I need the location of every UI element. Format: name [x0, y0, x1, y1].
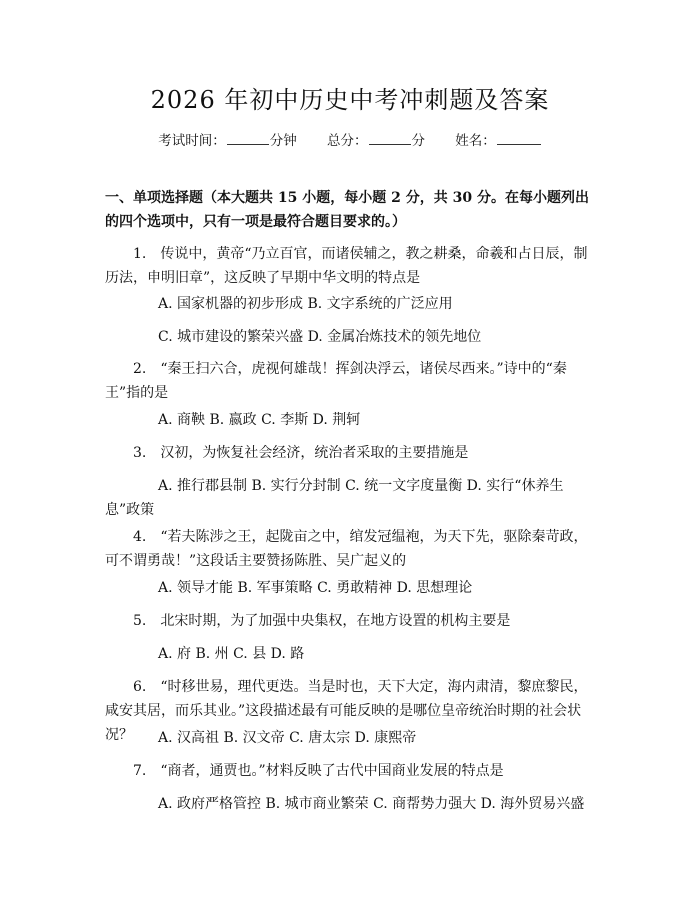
exam-time-blank	[227, 131, 269, 145]
total-score-blank	[369, 131, 411, 145]
page-title: 2026 年初中历史中考冲刺题及答案	[150, 86, 550, 114]
question-1-stem: 1. 传说中，黄帝“乃立百官，而诸侯辅之，教之耕桑，命羲和占日辰，制历法，申明旧章”，这反映了早期中华文明的特点是	[105, 246, 588, 286]
question-3-options-line-2: 息”政策	[105, 502, 155, 518]
exam-time-unit: 分钟	[269, 133, 297, 149]
name-field	[455, 133, 542, 149]
question-1-options-line-1: A. 国家机器的初步形成 B. 文字系统的广泛应用	[158, 296, 453, 312]
question-2-options: A. 商鞅 B. 嬴政 C. 李斯 D. 荆轲	[158, 412, 361, 428]
total-score-label: 总分：	[327, 133, 368, 149]
question-6-stem: 6. “时移世易，理代更迭。当是时也，天下大定，海内肃清，黎庶黎民，咸安其居，而乐其业。”这段描述最有可能反映的是哪位皇帝统治时期的社会状况？	[105, 679, 588, 743]
question-6-options: A. 汉高祖 B. 汉文帝 C. 唐太宗 D. 康熙帝	[158, 730, 417, 746]
total-score-unit: 分	[411, 133, 425, 149]
question-4-options: A. 领导才能 B. 军事策略 C. 勇敢精神 D. 思想理论	[158, 580, 473, 596]
total-score-field	[327, 133, 425, 149]
question-7-options: A. 政府严格管控 B. 城市商业繁荣 C. 商帮势力强大 D. 海外贸易兴盛	[158, 796, 585, 812]
question-3-stem: 3. 汉初，为恢复社会经济，统治者采取的主要措施是	[133, 445, 469, 461]
question-1-options-line-2: C. 城市建设的繁荣兴盛 D. 金属冶炼技术的领先地位	[158, 329, 482, 345]
question-5-options: A. 府 B. 州 C. 县 D. 路	[158, 646, 305, 662]
exam-time-field	[158, 133, 297, 149]
exam-meta-line	[0, 131, 700, 151]
name-label: 姓名：	[455, 133, 496, 149]
question-2-stem: 2. “秦王扫六合，虎视何雄哉！挥剑决浮云，诸侯尽西来。”诗中的“秦王”指的是	[105, 361, 567, 401]
exam-time-label: 考试时间：	[158, 133, 226, 149]
question-7-stem: 7. “商者，通贾也。”材料反映了古代中国商业发展的特点是	[133, 763, 504, 779]
name-blank	[497, 131, 541, 145]
question-5-stem: 5. 北宋时期，为了加强中央集权，在地方设置的机构主要是	[133, 613, 511, 629]
question-4-stem: 4. “若夫陈涉之王，起陇亩之中，绾发冠缊袍，为天下先，驱除秦苛政，可不谓勇哉！”这段话主要赞扬陈胜、吴广起义的	[105, 529, 588, 569]
section-heading: 一、单项选择题（本大题共 15 小题，每小题 2 分，共 30 分。在每小题列出的四个选项中，只有一项是最符合题目要求的。）	[105, 190, 589, 230]
question-3-options-line-1: A. 推行郡县制 B. 实行分封制 C. 统一文字度量衡 D. 实行“休养生	[158, 478, 564, 494]
